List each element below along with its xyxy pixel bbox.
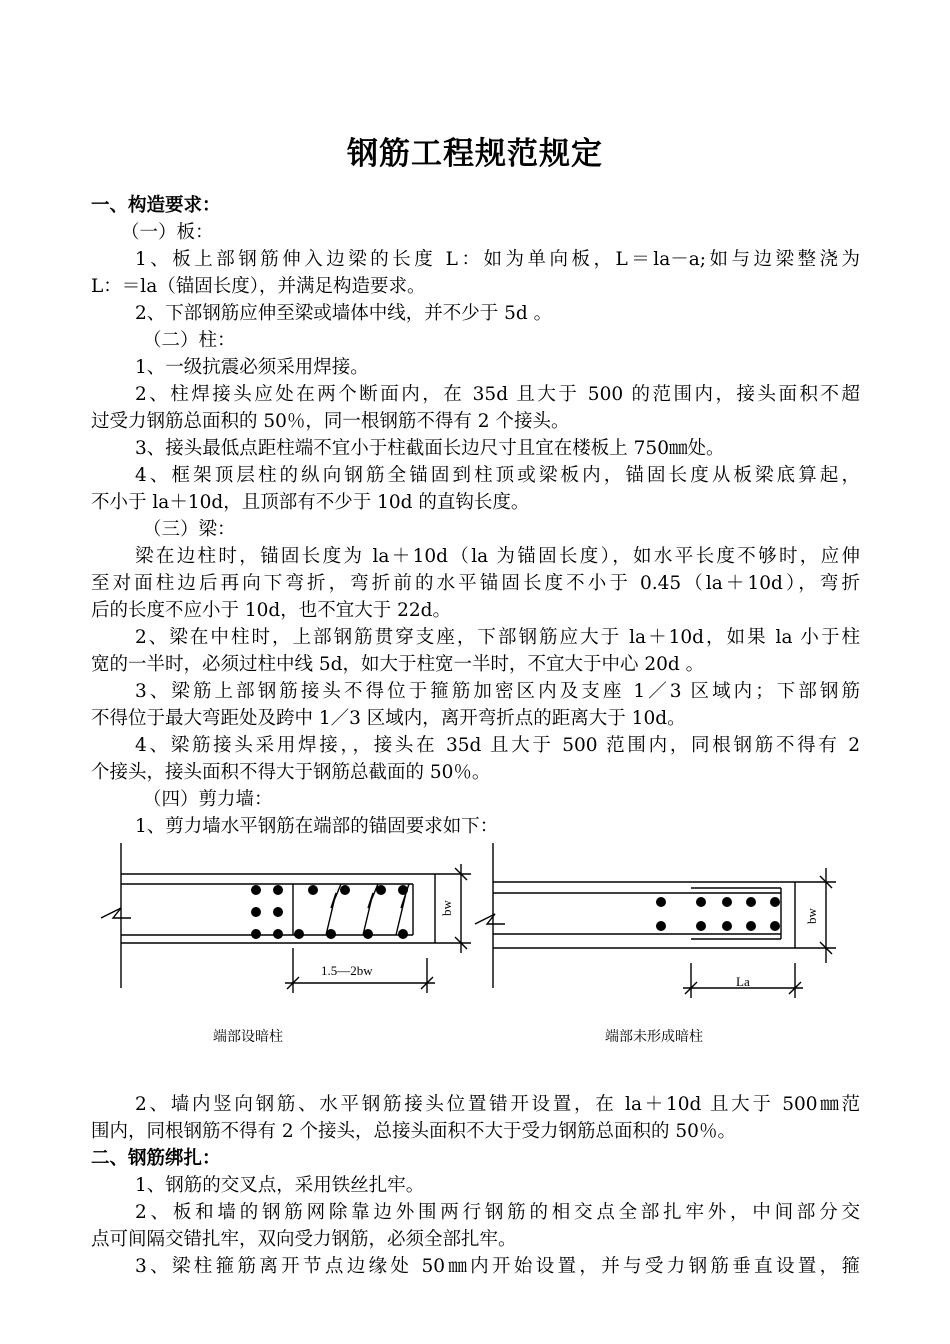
paragraph: 4、框架顶层柱的纵向钢筋全锚固到柱顶或梁板内，锚固长度从板梁底算起， [135, 465, 860, 486]
paragraph: 过受力钢筋总面积的 50％，同一根钢筋不得有 2 个接头。 [91, 411, 570, 432]
paragraph: 后的长度不应小于 10d，也不宜大于 22d。 [91, 600, 452, 621]
section-heading: 二、钢筋绑扎： [91, 1148, 221, 1169]
subsection-beam: （三）梁： [143, 519, 236, 540]
subsection-slab: （一）板： [121, 222, 214, 243]
paragraph: 宽的一半时，必须过柱中线 5d，如大于柱宽一半时，不宜大于中心 20d 。 [91, 654, 705, 675]
paragraph: 1、一级抗震必须采用焊接。 [135, 357, 369, 378]
paragraph: L：＝la（锚固长度），并满足构造要求。 [91, 276, 426, 297]
dim-label-hidden-column: 1.5—2bw [321, 963, 373, 978]
section-binding [91, 1091, 860, 1280]
paragraph: 2、板和墙的钢筋网除靠边外围两行钢筋的相交点全部扎牢外，中间部分交 [135, 1202, 860, 1223]
paragraph: 个接头，接头面积不得大于钢筋总截面的 50％。 [91, 762, 491, 783]
page-title: 钢筋工程规范规定 [347, 136, 603, 172]
paragraph: 围内，同根钢筋不得有 2 个接头，总接头面积不大于受力钢筋总面积的 50％。 [91, 1121, 736, 1142]
section-heading: 一、构造要求： [91, 195, 221, 216]
paragraph: 点可间隔交错扎牢，双向受力钢筋，必须全部扎牢。 [91, 1229, 517, 1250]
paragraph: 1、钢筋的交叉点，采用铁丝扎牢。 [135, 1175, 425, 1196]
paragraph: 梁在边柱时，锚固长度为 la＋10d（la 为锚固长度），如水平长度不够时，应伸 [135, 546, 860, 567]
paragraph: 2、柱焊接头应处在两个断面内，在 35d 且大于 500 的范围内，接头面积不超 [135, 384, 860, 405]
thickness-label-left: bw [438, 900, 454, 916]
dim-label-anchorage: La [736, 974, 750, 989]
paragraph: 至对面柱边后再向下弯折，弯折前的水平锚固长度不小于 0.45（la＋10d），弯折 [91, 573, 860, 594]
paragraph: 3、梁筋上部钢筋接头不得位于箍筋加密区内及支座 1／3 区域内；下部钢筋 [135, 681, 860, 702]
paragraph: 3、接头最低点距柱端不宜小于柱截面长边尺寸且宜在楼板上 750㎜处。 [135, 438, 725, 459]
subsection-column: （二）柱： [143, 330, 236, 351]
paragraph: 4、梁筋接头采用焊接，，接头在 35d 且大于 500 范围内，同根钢筋不得有 2 [135, 735, 860, 756]
paragraph: 1、剪力墙水平钢筋在端部的锚固要求如下： [135, 816, 499, 837]
caption-left: 端部设暗柱 [213, 1029, 283, 1045]
paragraph: 2、梁在中柱时，上部钢筋贯穿支座，下部钢筋应大于 la＋10d，如果 la 小于柱 [135, 627, 860, 648]
anchorage-diagrams [91, 838, 871, 1038]
paragraph: 1、板上部钢筋伸入边梁的长度 L：如为单向板，L＝la－a;如与边梁整浇为 [135, 249, 860, 270]
section-construction [91, 192, 860, 840]
caption-right: 端部未形成暗柱 [605, 1029, 703, 1045]
subsection-shear-wall: （四）剪力墙： [143, 789, 273, 810]
paragraph: 2、下部钢筋应伸至梁或墙体中线，并不少于 5d 。 [135, 303, 553, 324]
paragraph: 3、梁柱箍筋离开节点边缘处 50㎜内开始设置，并与受力钢筋垂直设置，箍 [135, 1256, 860, 1277]
paragraph: 2、墙内竖向钢筋、水平钢筋接头位置错开设置，在 la＋10d 且大于 500㎜范 [135, 1094, 860, 1115]
paragraph: 不小于 la＋10d，且顶部有不少于 10d 的直钩长度。 [91, 492, 530, 513]
thickness-label-right: bw [803, 908, 819, 924]
paragraph: 不得位于最大弯距处及跨中 1／3 区域内，离开弯折点的距离大于 10d。 [91, 708, 686, 729]
shear-wall-figure [91, 838, 871, 1045]
